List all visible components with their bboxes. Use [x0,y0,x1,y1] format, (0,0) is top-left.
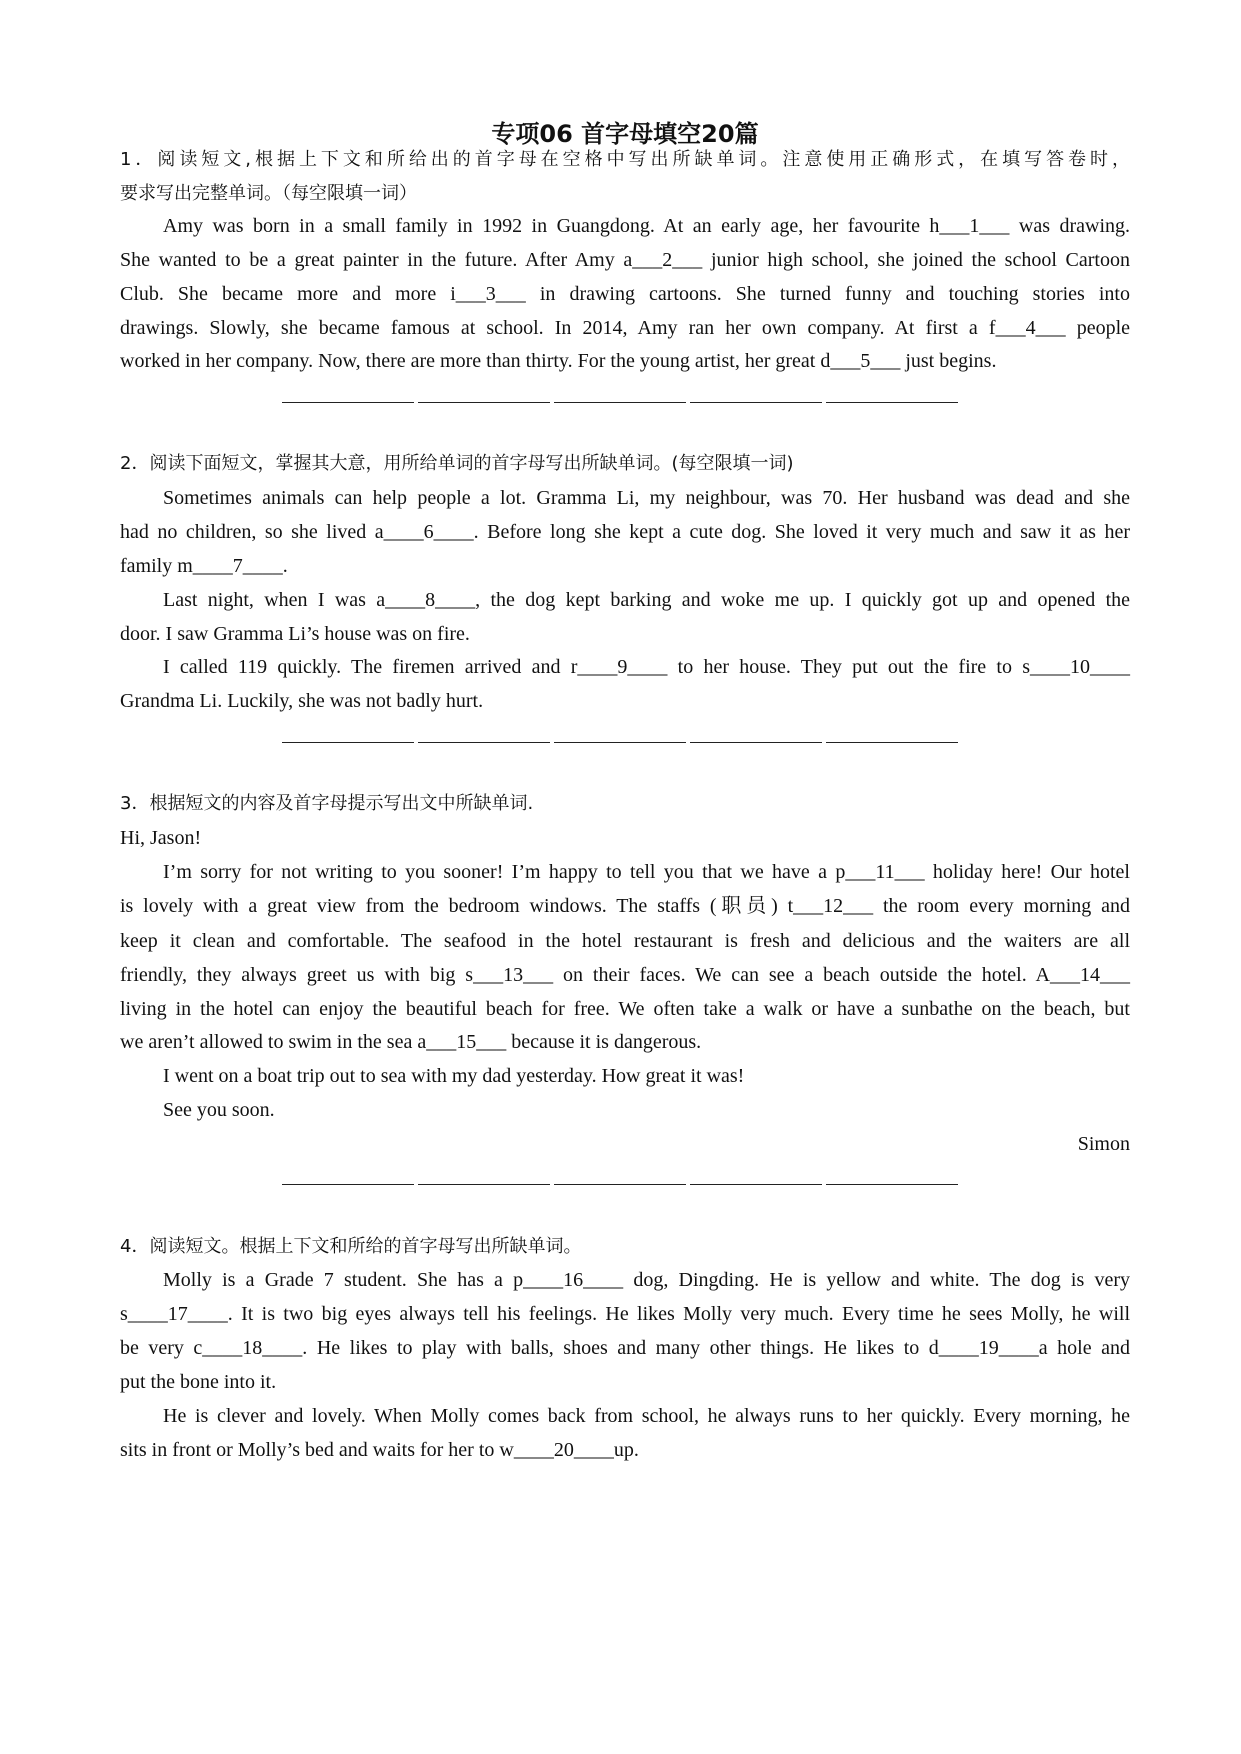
q1-passage-line5: worked in her company. Now, there are more than thirty. For the young artist, her great d___5___ just begins. [120,350,997,372]
answer-blank[interactable] [282,1184,414,1185]
q1-passage-line2: She wanted to be a great painter in the future. After Amy a___2___ junior high school, she joined the school Cartoon [120,249,1130,271]
answer-blank[interactable] [554,1184,686,1185]
q4-passage-line3: be very c____18____. He likes to play with balls, shoes and many other things. He likes to d____19____a hole and [120,1337,1130,1359]
q4-passage-line2: s____17____. It is two big eyes always tell his feelings. He likes Molly very much. Every time he sees Molly, he will [120,1303,1130,1325]
q3-passage-line5: living in the hotel can enjoy the beautiful beach for free. We often take a walk or have a sunbathe on the beach, but [120,998,1130,1020]
q4-passage-line4: put the bone into it. [120,1371,277,1393]
q2-passage-line5: door. I saw Gramma Li’s house was on fire. [120,623,470,645]
answer-blank[interactable] [282,742,414,743]
q1-instruction-line1: 1．阅读短文,根据上下文和所给出的首字母在空格中写出所缺单词。注意使用正确形式，在填写答卷时， [120,149,1130,170]
q1-passage-line1: Amy was born in a small family in 1992 in Guangdong. At an early age, her favourite h___1___ was drawing. [163,215,1130,237]
document-title: 专项06 首字母填空20篇 [491,120,759,148]
q2-passage-line2: had no children, so she lived a____6____. Before long she kept a cute dog. She loved it very much and saw it as her [120,521,1130,543]
q3-signature: Simon [1077,1133,1130,1155]
q2-passage-line4: Last night, when I was a____8____, the dog kept barking and woke me up. I quickly got up and opened the [163,589,1130,611]
q4-passage-line5: He is clever and lovely. When Molly comes back from school, he always runs to her quickly. Every morning, he [163,1405,1130,1427]
answer-blank[interactable] [418,402,550,403]
answer-blank[interactable] [418,1184,550,1185]
q2-answer-blanks [282,742,972,743]
answer-blank[interactable] [826,1184,958,1185]
q3-passage-line3: keep it clean and comfortable. The seafood in the hotel restaurant is fresh and delicious and the waiters are all [120,930,1130,952]
answer-blank[interactable] [418,742,550,743]
q1-passage-line4: drawings. Slowly, she became famous at school. In 2014, Amy ran her own company. At first a f___4___ people [120,317,1130,339]
q2-passage-line3: family m____7____. [120,555,288,577]
answer-blank[interactable] [554,742,686,743]
q1-answer-blanks [282,402,972,403]
q2-passage-line1: Sometimes animals can help people a lot. Gramma Li, my neighbour, was 70. Her husband was dead and she [163,487,1130,509]
answer-blank[interactable] [282,402,414,403]
q3-answer-blanks [282,1184,972,1185]
q3-passage-line4: friendly, they always greet us with big s___13___ on their faces. We can see a beach outside the hotel. A___14___ [120,964,1130,986]
q3-greeting: Hi, Jason! [120,827,202,849]
q2-passage-line6: I called 119 quickly. The firemen arrived and r____9____ to her house. They put out the fire to s____10____ [163,656,1130,678]
q4-passage-line1: Molly is a Grade 7 student. She has a p____16____ dog, Dingding. He is yellow and white. The dog is very [163,1269,1130,1291]
q4-passage-line6: sits in front or Molly’s bed and waits for her to w____20____up. [120,1439,639,1461]
answer-blank[interactable] [690,402,822,403]
q3-passage-line7: I went on a boat trip out to sea with my dad yesterday. How great it was! [163,1065,745,1087]
q2-instruction: 2．阅读下面短文，掌握其大意，用所给单词的首字母写出所缺单词。(每空限填一词) [120,453,794,474]
q4-instruction: 4．阅读短文。根据上下文和所给的首字母写出所缺单词。 [120,1236,582,1257]
answer-blank[interactable] [690,742,822,743]
answer-blank[interactable] [690,1184,822,1185]
q3-passage-line1: I’m sorry for not writing to you sooner! I’m happy to tell you that we have a p___11___ holiday here! Our hotel [163,861,1130,883]
q3-closing: See you soon. [163,1099,275,1121]
answer-blank[interactable] [826,402,958,403]
q2-passage-line7: Grandma Li. Luckily, she was not badly hurt. [120,690,484,712]
q1-instruction-line2: 要求写出完整单词。（每空限填一词） [120,183,417,204]
q1-passage-line3: Club. She became more and more i___3___ in drawing cartoons. She turned funny and touching stories into [120,283,1130,305]
answer-blank[interactable] [826,742,958,743]
q3-instruction: 3．根据短文的内容及首字母提示写出文中所缺单词. [120,793,534,814]
q3-passage-line6: we aren’t allowed to swim in the sea a___15___ because it is dangerous. [120,1031,702,1053]
q3-passage-line2: is lovely with a great view from the bedroom windows. The staffs (职员) t___12___ the room every morning and [120,895,1130,917]
answer-blank[interactable] [554,402,686,403]
